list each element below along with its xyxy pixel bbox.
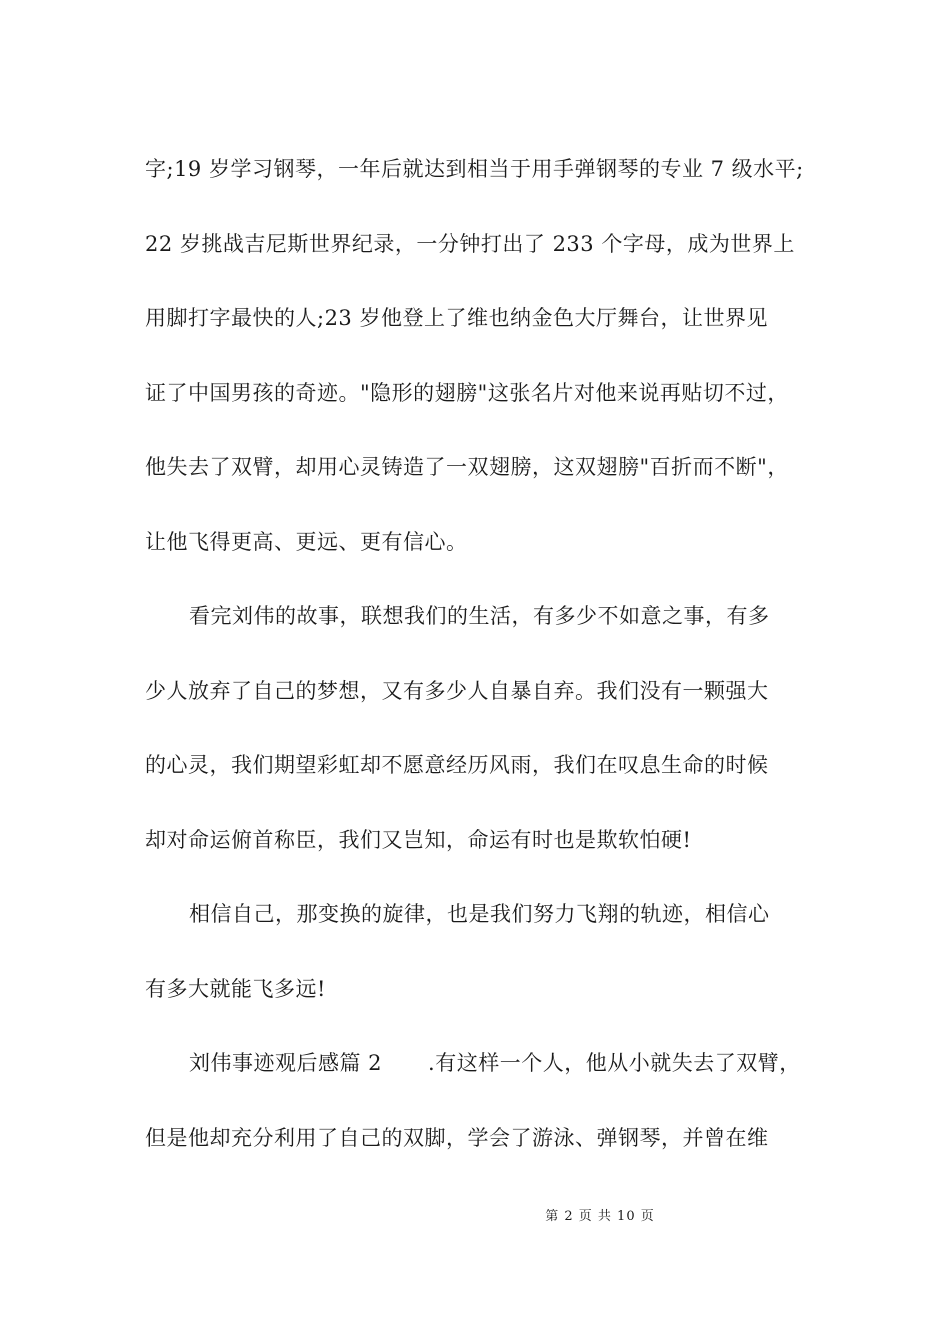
- section-heading: 刘伟事迹观后感篇 2: [189, 1051, 383, 1075]
- text-line: 相信自己，那变换的旋律，也是我们努力飞翔的轨迹，相信心: [189, 902, 770, 926]
- paragraph-2: [145, 579, 825, 877]
- text-line: 的心灵，我们期望彩虹却不愿意经历风雨，我们在叹息生命的时候: [145, 753, 769, 777]
- text-line: 他失去了双臂，却用心灵铸造了一双翅膀，这双翅膀"百折而不断"，: [145, 455, 789, 479]
- text-line: 少人放弃了自己的梦想，又有多少人自暴自弃。我们没有一颗强大: [145, 678, 769, 703]
- text-line: 却对命运俯首称臣，我们又岂知，命运有时也是欺软怕硬!: [145, 827, 692, 852]
- paragraph-3: [145, 877, 825, 1026]
- text-line: 用脚打字最快的人;23 岁他登上了维也纳金色大厅舞台，让世界见: [145, 306, 768, 330]
- text-line: 看完刘伟的故事，联想我们的生活，有多少不如意之事，有多: [189, 604, 770, 628]
- text-line-rest: .有这样一个人，他从小就失去了双臂，: [428, 1051, 801, 1075]
- text-line: [145, 1026, 825, 1101]
- text-line: 证了中国男孩的奇迹。"隐形的翅膀"这张名片对他来说再贴切不过，: [145, 380, 789, 405]
- paragraph-4: [145, 1026, 825, 1175]
- page-number-label: 第 2 页 共 10 页: [545, 1209, 655, 1224]
- text-line: 让他飞得更高、更远、更有信心。: [145, 529, 468, 554]
- paragraph-1: [145, 132, 825, 579]
- text-line: 22 岁挑战吉尼斯世界纪录，一分钟打出了 233 个字母，成为世界上: [145, 231, 795, 256]
- text-line: 有多大就能飞多远!: [145, 976, 326, 1001]
- text-line: 但是他却充分利用了自己的双脚，学会了游泳、弹钢琴，并曾在维: [145, 1125, 769, 1150]
- page-footer: [0, 1205, 950, 1224]
- document-body: [145, 132, 825, 1175]
- text-line: 字;19 岁学习钢琴，一年后就达到相当于用手弹钢琴的专业 7 级水平;: [145, 157, 804, 181]
